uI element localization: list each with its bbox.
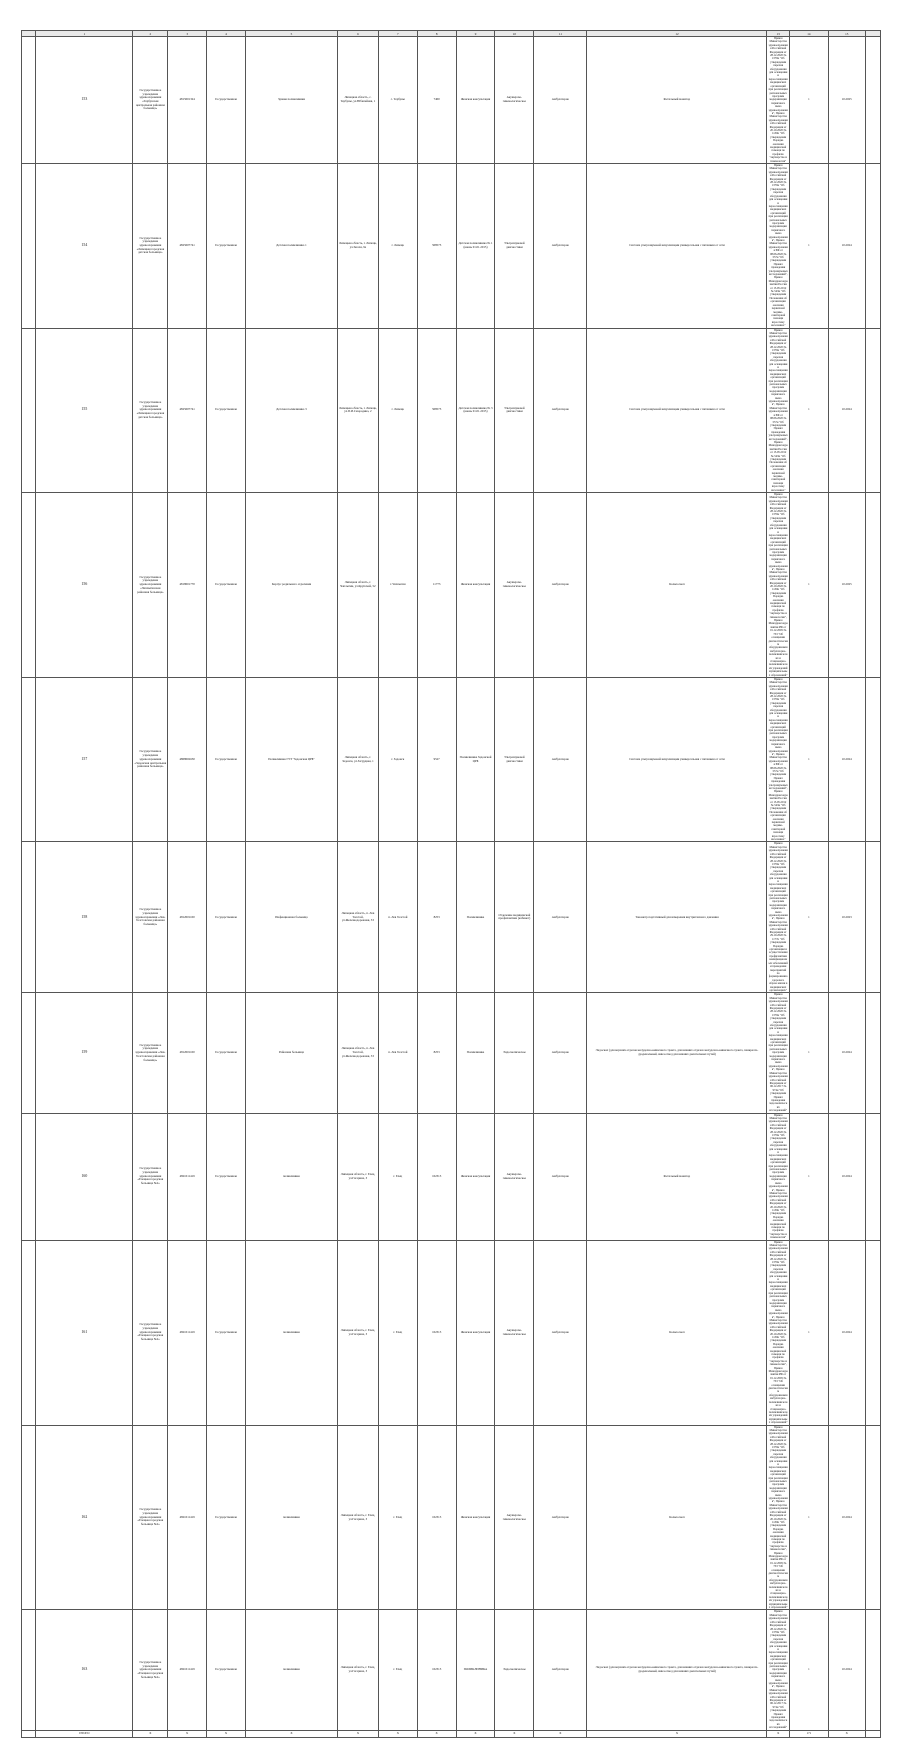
total-x-cell: Х (534, 1730, 587, 1737)
column-number: 11 (534, 31, 587, 37)
row-number: 157 (36, 677, 133, 842)
row-number: 154 (36, 164, 133, 329)
profile: Акушерско-гинекологическое (495, 37, 534, 164)
spacer-cell (22, 842, 36, 993)
organization-name: Государственное учреждение здравоохранения «Елецкая городская больница №2» (133, 1240, 168, 1425)
inn-code: 4815001324 (168, 37, 207, 164)
population: 102313 (417, 1425, 456, 1610)
spacer-cell (865, 677, 880, 842)
due-date: 10.2024 (828, 1610, 865, 1730)
population: 9527 (417, 677, 456, 842)
inn-code: 4821011419 (168, 1113, 207, 1240)
table-row (22, 37, 881, 164)
unit-name: Поликлиника (456, 842, 495, 993)
care-form: Амбулаторно (534, 1113, 587, 1240)
due-date: 10.2024 (828, 1113, 865, 1240)
population: 508573 (417, 164, 456, 329)
spacer-cell (22, 493, 36, 678)
table-row (22, 328, 881, 493)
population: 102313 (417, 1113, 456, 1240)
quantity: 1 (789, 1240, 828, 1425)
building-name: Инфекционная больница (245, 842, 337, 993)
profile: Ультразвуковой диагностики (495, 328, 534, 493)
organization-name: Государственное учреждение здравоохранения «Елецкая городская больница №2» (133, 1425, 168, 1610)
building-name: Районная больница (245, 993, 337, 1113)
normative-basis: Приказ Министерства здравоохранения Российской Федерации от 28.12.2020 № 1379н "Об утверждении перечня оборудования для оснащения и переоснащения медицинских организаций при реализации региональных программ модернизации первичного звена здравоохранения", Приказ Министерства здравоохранения Российской Федерации от 06.12.2017 № 974н "Об утверждении Правил проведения эндоскопических исследований" (768, 992, 788, 1113)
equipment-name: Кольпоскоп (587, 1425, 767, 1610)
unit-name: Поликлиника (456, 993, 495, 1113)
ownership-form: Государственная (207, 37, 246, 164)
inn-code: 4821011419 (168, 1425, 207, 1610)
due-date: 10.2024 (828, 164, 865, 329)
organization-name: Государственное учреждение здравоохранения «Лев-Толстовская районная больница» (133, 842, 168, 993)
total-x-cell: Х (133, 1730, 168, 1737)
profile: Ультразвуковой диагностики (495, 677, 534, 842)
spacer-cell (22, 37, 36, 164)
column-number: 5 (245, 31, 337, 37)
unit-name: Женская консультация (456, 1113, 495, 1240)
table-row (22, 1425, 881, 1610)
spacer-cell (22, 328, 36, 493)
total-x-cell: Х (767, 1730, 789, 1737)
care-form: Амбулаторно (534, 677, 587, 842)
organization-name: Государственное учреждение здравоохранения «Задонская центральная районная больница» (133, 677, 168, 842)
organization-name: Государственное учреждение здравоохранения «Лев-Толстовская районная больница» (133, 993, 168, 1113)
quantity: 1 (789, 37, 828, 164)
unit-name: Женская консультация (456, 493, 495, 678)
column-number: 15 (828, 31, 865, 37)
normative-basis: Приказ Министерства здравоохранения Российской Федерации от 28.12.2020 № 1379н "Об утверждении перечня оборудования для оснащения и переоснащения медицинских организаций при реализации региональных программ модернизации первичного звена здравоохранения", Приказ Министерства здравоохранения Российской Федерации от 29.10.2020 № 1177н "Об утверждении Порядка организации и осуществления профилактики неинфекционных заболеваний и проведения мероприятий по формированию здорового образа жизни в медицинских организациях" (768, 841, 788, 992)
building-name: поликлиника (245, 1610, 337, 1730)
ownership-form: Государственная (207, 842, 246, 993)
row-number: 158 (36, 842, 133, 993)
total-x-cell: Х (828, 1730, 865, 1737)
due-date: 10.2024 (828, 677, 865, 842)
total-x-cell: Х (337, 1730, 378, 1737)
unit-name: Женская консультация (456, 1425, 495, 1610)
table-row (22, 1240, 881, 1425)
equipment-name: Тонометр портативный для измерения внутриглазного давления (587, 842, 767, 993)
equipment-name: Эндоскоп (для верхних отделов желудочно-кишечного тракта, для нижних отделов желудочно-кишечного тракта, панкреато-дуоденальный, вмкл.отвод для нижних дыхательных путей) (587, 993, 767, 1113)
profile: Эндоскопическое (495, 993, 534, 1113)
spacer-cell (22, 1610, 36, 1730)
population: 7400 (417, 37, 456, 164)
table-body (22, 31, 881, 1738)
ownership-form: Государственная (207, 1240, 246, 1425)
table-row (22, 1610, 881, 1730)
building-name: Детская поликлиника 1 (245, 164, 337, 329)
spacer-cell (865, 842, 880, 993)
organization-name: Государственное учреждение здравоохранения «Чаплыгинская районная больница» (133, 493, 168, 678)
quantity: 1 (789, 842, 828, 993)
population: 508573 (417, 328, 456, 493)
total-x-cell: Х (587, 1730, 767, 1737)
due-date: 10.2024 (828, 1425, 865, 1610)
spacer-cell (865, 328, 880, 493)
care-form: Амбулаторно (534, 842, 587, 993)
table-row (22, 1113, 881, 1240)
population: 8253 (417, 842, 456, 993)
normative-basis: Приказ Министерства здравоохранения Российской Федерации от 28.12.2020 № 1379н "Об утверждении перечня оборудования для оснащения и переоснащения медицинских организаций при реализации региональных программ модернизации первичного звена здравоохранения", Приказ Министерства здравоохранения РФ от 08.06.2020 № 557н "Об утверждении Правил проведения ультразвуковых исследований", Приказ Минздравсоцразвития России от 15.05.2012 № 543н "Об утверждении Положения об организации оказания первичной медико-санитарной помощи взрослому населению" (768, 163, 788, 328)
ownership-form: Государственная (207, 677, 246, 842)
column-number: 4 (207, 31, 246, 37)
row-number: 155 (36, 328, 133, 493)
locality: с. Тербуны (378, 37, 417, 164)
total-x-cell: Х (207, 1730, 246, 1737)
spacer-cell (22, 1113, 36, 1240)
care-form: Амбулаторно (534, 1425, 587, 1610)
population: 11773 (417, 493, 456, 678)
total-label: ИТОГО (36, 1730, 133, 1737)
organization-name: Государственное учреждение здравоохранения «Тербунская центральная районная больница» (133, 37, 168, 164)
spacer-cell (865, 493, 880, 678)
building-name: Поликлиника ГУЗ "Задонская ЦРБ" (245, 677, 337, 842)
column-number: 1 (36, 31, 133, 37)
ownership-form: Государственная (207, 1425, 246, 1610)
equipment-table (21, 30, 881, 1738)
total-x-cell: Х (456, 1730, 495, 1737)
normative-basis: Приказ Министерства здравоохранения Российской Федерации от 28.12.2020 № 1379н "Об утверждении перечня оборудования для оснащения и переоснащения медицинских организаций при реализации региональных программ модернизации первичного звена здравоохранения", Приказ Министерства здравоохранения Российской Федерации от 20.10.2020 № 1130н "Об утверждении Порядка оказания медицинской помощи по профилю "акушерство и гинекология", Приказ Минздравсоцразвития РФ от 01.12.2005 № 753 "Об оснащении диагностическим оборудованием амбулаторно-поликлинических и стационарно-поликлинических учреждений муниципальных образований" (768, 1424, 788, 1610)
locality: г. Елец (378, 1610, 417, 1730)
table-row (22, 164, 881, 329)
address: Липецкая область, с. Тербуны, ул.Юбилейная, 1 (337, 37, 378, 164)
care-form: Амбулаторно (534, 1240, 587, 1425)
row-number: 153 (36, 37, 133, 164)
spacer-cell (22, 1240, 36, 1425)
spacer-cell (865, 37, 880, 164)
spacer-cell (22, 677, 36, 842)
population: 8253 (417, 993, 456, 1113)
equipment-name: Система ультразвуковой визуализации универсальная с питанием от сети (587, 164, 767, 329)
quantity: 1 (789, 328, 828, 493)
column-number: 10 (495, 31, 534, 37)
inn-code: 4825007741 (168, 164, 207, 329)
column-number: 6 (337, 31, 378, 37)
table-row (22, 677, 881, 842)
column-number: 3 (168, 31, 207, 37)
spacer-cell (865, 1113, 880, 1240)
due-date: 10.2025 (828, 493, 865, 678)
spacer-cell (865, 993, 880, 1113)
profile: Акушерско-гинекологическое (495, 493, 534, 678)
address: Липецкая область, г. Задонск, ул.Загрудная, 1 (337, 677, 378, 842)
total-row (22, 1730, 881, 1737)
building-name: Здание поликлиники (245, 37, 337, 164)
profile: Акушерско-гинекологическое (495, 1113, 534, 1240)
row-number: 163 (36, 1610, 133, 1730)
ownership-form: Государственная (207, 164, 246, 329)
address: Липецкая область, г. Елец, ул.Гагарина, 3 (337, 1113, 378, 1240)
normative-basis: Приказ Министерства здравоохранения Российской Федерации от 28.12.2020 № 1379н "Об утверждении перечня оборудования для оснащения и переоснащения медицинских организаций при реализации региональных программ модернизации первичного звена здравоохранения", Приказ Министерства здравоохранения Российской Федерации от 20.10.2020 № 1130н "Об утверждении Порядка оказания медицинской помощи по профилю "акушерство и гинекология" (768, 1112, 788, 1240)
due-date: 10.2023 (828, 842, 865, 993)
total-x-cell: Х (495, 1730, 534, 1737)
equipment-name: Система ультразвуковой визуализации универсальная с питанием от сети (587, 677, 767, 842)
care-form: Амбулаторно (534, 328, 587, 493)
spacer-cell (865, 1610, 880, 1730)
ownership-form: Государственная (207, 1610, 246, 1730)
quantity: 1 (789, 993, 828, 1113)
total-x-cell: Х (417, 1730, 456, 1737)
address: Липецкая область, г. Липецк, ул.Зегеля, 9а (337, 164, 378, 329)
profile: Отделение медицинской профилактики (кабинет) (495, 842, 534, 993)
locality: г. Елец (378, 1113, 417, 1240)
due-date: 10.2024 (828, 1240, 865, 1425)
locality: г. Чаплыгин (378, 493, 417, 678)
inn-code: 4818001770 (168, 493, 207, 678)
due-date: 10.2025 (828, 37, 865, 164)
inn-code: 4812001100 (168, 842, 207, 993)
table-row (22, 993, 881, 1113)
ownership-form: Государственная (207, 1113, 246, 1240)
spacer-cell (22, 1425, 36, 1610)
unit-name: ПОЛИКЛИНИКА (456, 1610, 495, 1730)
equipment-name: Кольпоскоп (587, 493, 767, 678)
column-number: 13 (767, 31, 789, 37)
ownership-form: Государственная (207, 328, 246, 493)
address: Липецкая область, г. Елец, ул.Гагарина, 3 (337, 1610, 378, 1730)
care-form: Амбулаторно (534, 1610, 587, 1730)
care-form: Амбулаторно (534, 493, 587, 678)
inn-code: 4825007741 (168, 328, 207, 493)
locality: г. Липецк (378, 164, 417, 329)
address: Липецкая область, г. Елец, ул.Гагарина, 3 (337, 1425, 378, 1610)
spacer-cell (865, 1425, 880, 1610)
address: Липецкая область, г. Липецк, ул.П.И.Смородина, 2 (337, 328, 378, 493)
column-number: 12 (587, 31, 767, 37)
spacer-cell (22, 164, 36, 329)
building-name: поликлиника (245, 1240, 337, 1425)
total-x-cell: Х (245, 1730, 337, 1737)
unit-name: Детская поликлиника № 1 (вновь 01.01.2015) (456, 164, 495, 329)
inn-code: 4808002630 (168, 677, 207, 842)
address: Липецкая область, г. Елец, ул.Гагарина, 3 (337, 1240, 378, 1425)
row-number: 159 (36, 993, 133, 1113)
normative-basis: Приказ Министерства здравоохранения Российской Федерации от 28.12.2020 № 1379н "Об утверждении перечня оборудования для оснащения и переоснащения медицинских организаций при реализации региональных программ модернизации первичного звена здравоохранения", Приказ Министерства здравоохранения РФ от 08.06.2020 № 557н "Об утверждении Правил проведения ультразвуковых исследований", Приказ Минздравсоцразвития России от 15.05.2012 № 543н "Об утверждении Положения об организации оказания первичной медико-санитарной помощи взрослому населению" (768, 676, 788, 842)
table-row (22, 493, 881, 678)
ownership-form: Государственная (207, 493, 246, 678)
address: Липецкая область, п. Лев Толстой, ул.Железнодорожная, 33 (337, 842, 378, 993)
equipment-name: Фетальный монитор (587, 1113, 767, 1240)
equipment-name: Фетальный монитор (587, 37, 767, 164)
building-name: Детская поликлиника 3 (245, 328, 337, 493)
column-number: 2 (133, 31, 168, 37)
quantity: 1 (789, 1113, 828, 1240)
organization-name: Государственное учреждение здравоохранения «Липецкая городская детская больница» (133, 328, 168, 493)
normative-basis: Приказ Министерства здравоохранения Российской Федерации от 28.12.2020 № 1379н "Об утверждении перечня оборудования для оснащения и переоснащения медицинских организаций при реализации региональных программ модернизации первичного звена здравоохранения", Приказ Министерства здравоохранения Российской Федерации от 20.10.2020 № 1130н "Об утверждении Порядка оказания медицинской помощи по профилю "акушерство и гинекология", Приказ Минздравсоцразвития РФ от 01.12.2005 № 753 "Об оснащении диагностическим оборудованием амбулаторно-поликлинических и стационарно-поликлинических учреждений муниципальных образований" (768, 492, 788, 677)
column-number: 9 (456, 31, 495, 37)
equipment-name: Эндоскоп (для верхних отделов желудочно-кишечного тракта, для нижних отделов желудочно-кишечного тракта, панкреато-дуоденальный, вмкл.отвод для нижних дыхательных путей) (587, 1610, 767, 1730)
organization-name: Государственное учреждение здравоохранения «Елецкая городская больница №2» (133, 1113, 168, 1240)
locality: г. Елец (378, 1240, 417, 1425)
row-number: 161 (36, 1240, 133, 1425)
quantity: 1 (789, 1610, 828, 1730)
quantity: 1 (789, 1425, 828, 1610)
profile: Акушерско-гинекологическое (495, 1425, 534, 1610)
table-row (22, 842, 881, 993)
normative-basis: Приказ Министерства здравоохранения Российской Федерации от 28.12.2020 № 1379н "Об утверждении перечня оборудования для оснащения и переоснащения медицинских организаций при реализации региональных программ модернизации первичного звена здравоохранения", Приказ Министерства здравоохранения Российской Федерации от 06.12.2017 № 974н "Об утверждении Правил проведения эндоскопических исследований" (768, 1609, 788, 1730)
building-name: поликлиника (245, 1425, 337, 1610)
equipment-name: Кольпоскоп (587, 1240, 767, 1425)
spacer-cell (865, 1730, 880, 1737)
care-form: Амбулаторно (534, 164, 587, 329)
address: Липецкая область, п. Лев Толстой, ул.Железнодорожная, 33 (337, 993, 378, 1113)
row-number: 156 (36, 493, 133, 678)
population: 102313 (417, 1610, 456, 1730)
normative-basis: Приказ Министерства здравоохранения Российской Федерации от 28.12.2020 № 1379н "Об утверждении перечня оборудования для оснащения и переоснащения медицинских организаций при реализации региональных программ модернизации первичного звена здравоохранения", Приказ Министерства здравоохранения Российской Федерации от 20.10.2020 № 1130н "Об утверждении Порядка оказания медицинской помощи по профилю "акушерство и гинекология" (768, 36, 788, 163)
spacer-cell (22, 1730, 36, 1737)
population: 102313 (417, 1240, 456, 1425)
document-sheet (21, 30, 881, 1738)
normative-basis: Приказ Министерства здравоохранения Российской Федерации от 28.12.2020 № 1379н "Об утверждении перечня оборудования для оснащения и переоснащения медицинских организаций при реализации региональных программ модернизации первичного звена здравоохранения", Приказ Министерства здравоохранения РФ от 08.06.2020 № 557н "Об утверждении Правил проведения ультразвуковых исследований", Приказ Минздравсоцразвития России от 15.05.2012 № 543н "Об утверждении Положения об организации оказания первичной медико-санитарной помощи взрослому населению" (768, 327, 788, 492)
unit-name: Женская консультация (456, 37, 495, 164)
locality: п. Лев Толстой (378, 842, 417, 993)
locality: г. Липецк (378, 328, 417, 493)
equipment-name: Система ультразвуковой визуализации универсальная с питанием от сети (587, 328, 767, 493)
row-number: 160 (36, 1113, 133, 1240)
total-quantity: 171 (789, 1730, 828, 1737)
locality: п. Лев Толстой (378, 993, 417, 1113)
due-date: 10.2024 (828, 328, 865, 493)
total-x-cell: Х (378, 1730, 417, 1737)
profile: Акушерско-гинекологическое (495, 1240, 534, 1425)
due-date: 10.2024 (828, 993, 865, 1113)
locality: г. Задонск (378, 677, 417, 842)
column-number: 7 (378, 31, 417, 37)
profile: Ультразвуковой диагностики (495, 164, 534, 329)
spacer-cell (22, 993, 36, 1113)
unit-name: Женская консультация (456, 1240, 495, 1425)
organization-name: Государственное учреждение здравоохранения «Елецкая городская больница №2» (133, 1610, 168, 1730)
spacer-cell (865, 164, 880, 329)
inn-code: 4812001100 (168, 993, 207, 1113)
building-name: Корпус родильного отделения (245, 493, 337, 678)
address: Липецкая область, г. Чаплыгин, ул.Крупской, 52 (337, 493, 378, 678)
row-number: 162 (36, 1425, 133, 1610)
inn-code: 4821011419 (168, 1610, 207, 1730)
column-number: 8 (417, 31, 456, 37)
quantity: 1 (789, 493, 828, 678)
care-form: Амбулаторно (534, 37, 587, 164)
building-name: поликлиника (245, 1113, 337, 1240)
spacer-cell (865, 1240, 880, 1425)
care-form: Амбулаторно (534, 993, 587, 1113)
total-x-cell: Х (168, 1730, 207, 1737)
unit-name: Поликлиника Задонской ЦРБ (456, 677, 495, 842)
profile: Эндоскопическое (495, 1610, 534, 1730)
inn-code: 4821011419 (168, 1240, 207, 1425)
quantity: 1 (789, 164, 828, 329)
ownership-form: Государственная (207, 993, 246, 1113)
locality: г. Елец (378, 1425, 417, 1610)
unit-name: Детская поликлиника № 3 (вновь 01.01.2015) (456, 328, 495, 493)
column-number: 14 (789, 31, 828, 37)
normative-basis: Приказ Министерства здравоохранения Российской Федерации от 28.12.2020 № 1379н "Об утверждении перечня оборудования для оснащения и переоснащения медицинских организаций при реализации региональных программ модернизации первичного звена здравоохранения", Приказ Министерства здравоохранения Российской Федерации от 20.10.2020 № 1130н "Об утверждении Порядка оказания медицинской помощи по профилю "акушерство и гинекология", Приказ Минздравсоцразвития РФ от 01.12.2005 № 753 "Об оснащении диагностическим оборудованием амбулаторно-поликлинических и стационарно-поликлинических учреждений муниципальных образований" (768, 1239, 788, 1425)
quantity: 1 (789, 677, 828, 842)
organization-name: Государственное учреждение здравоохранения «Липецкая городская детская больница» (133, 164, 168, 329)
